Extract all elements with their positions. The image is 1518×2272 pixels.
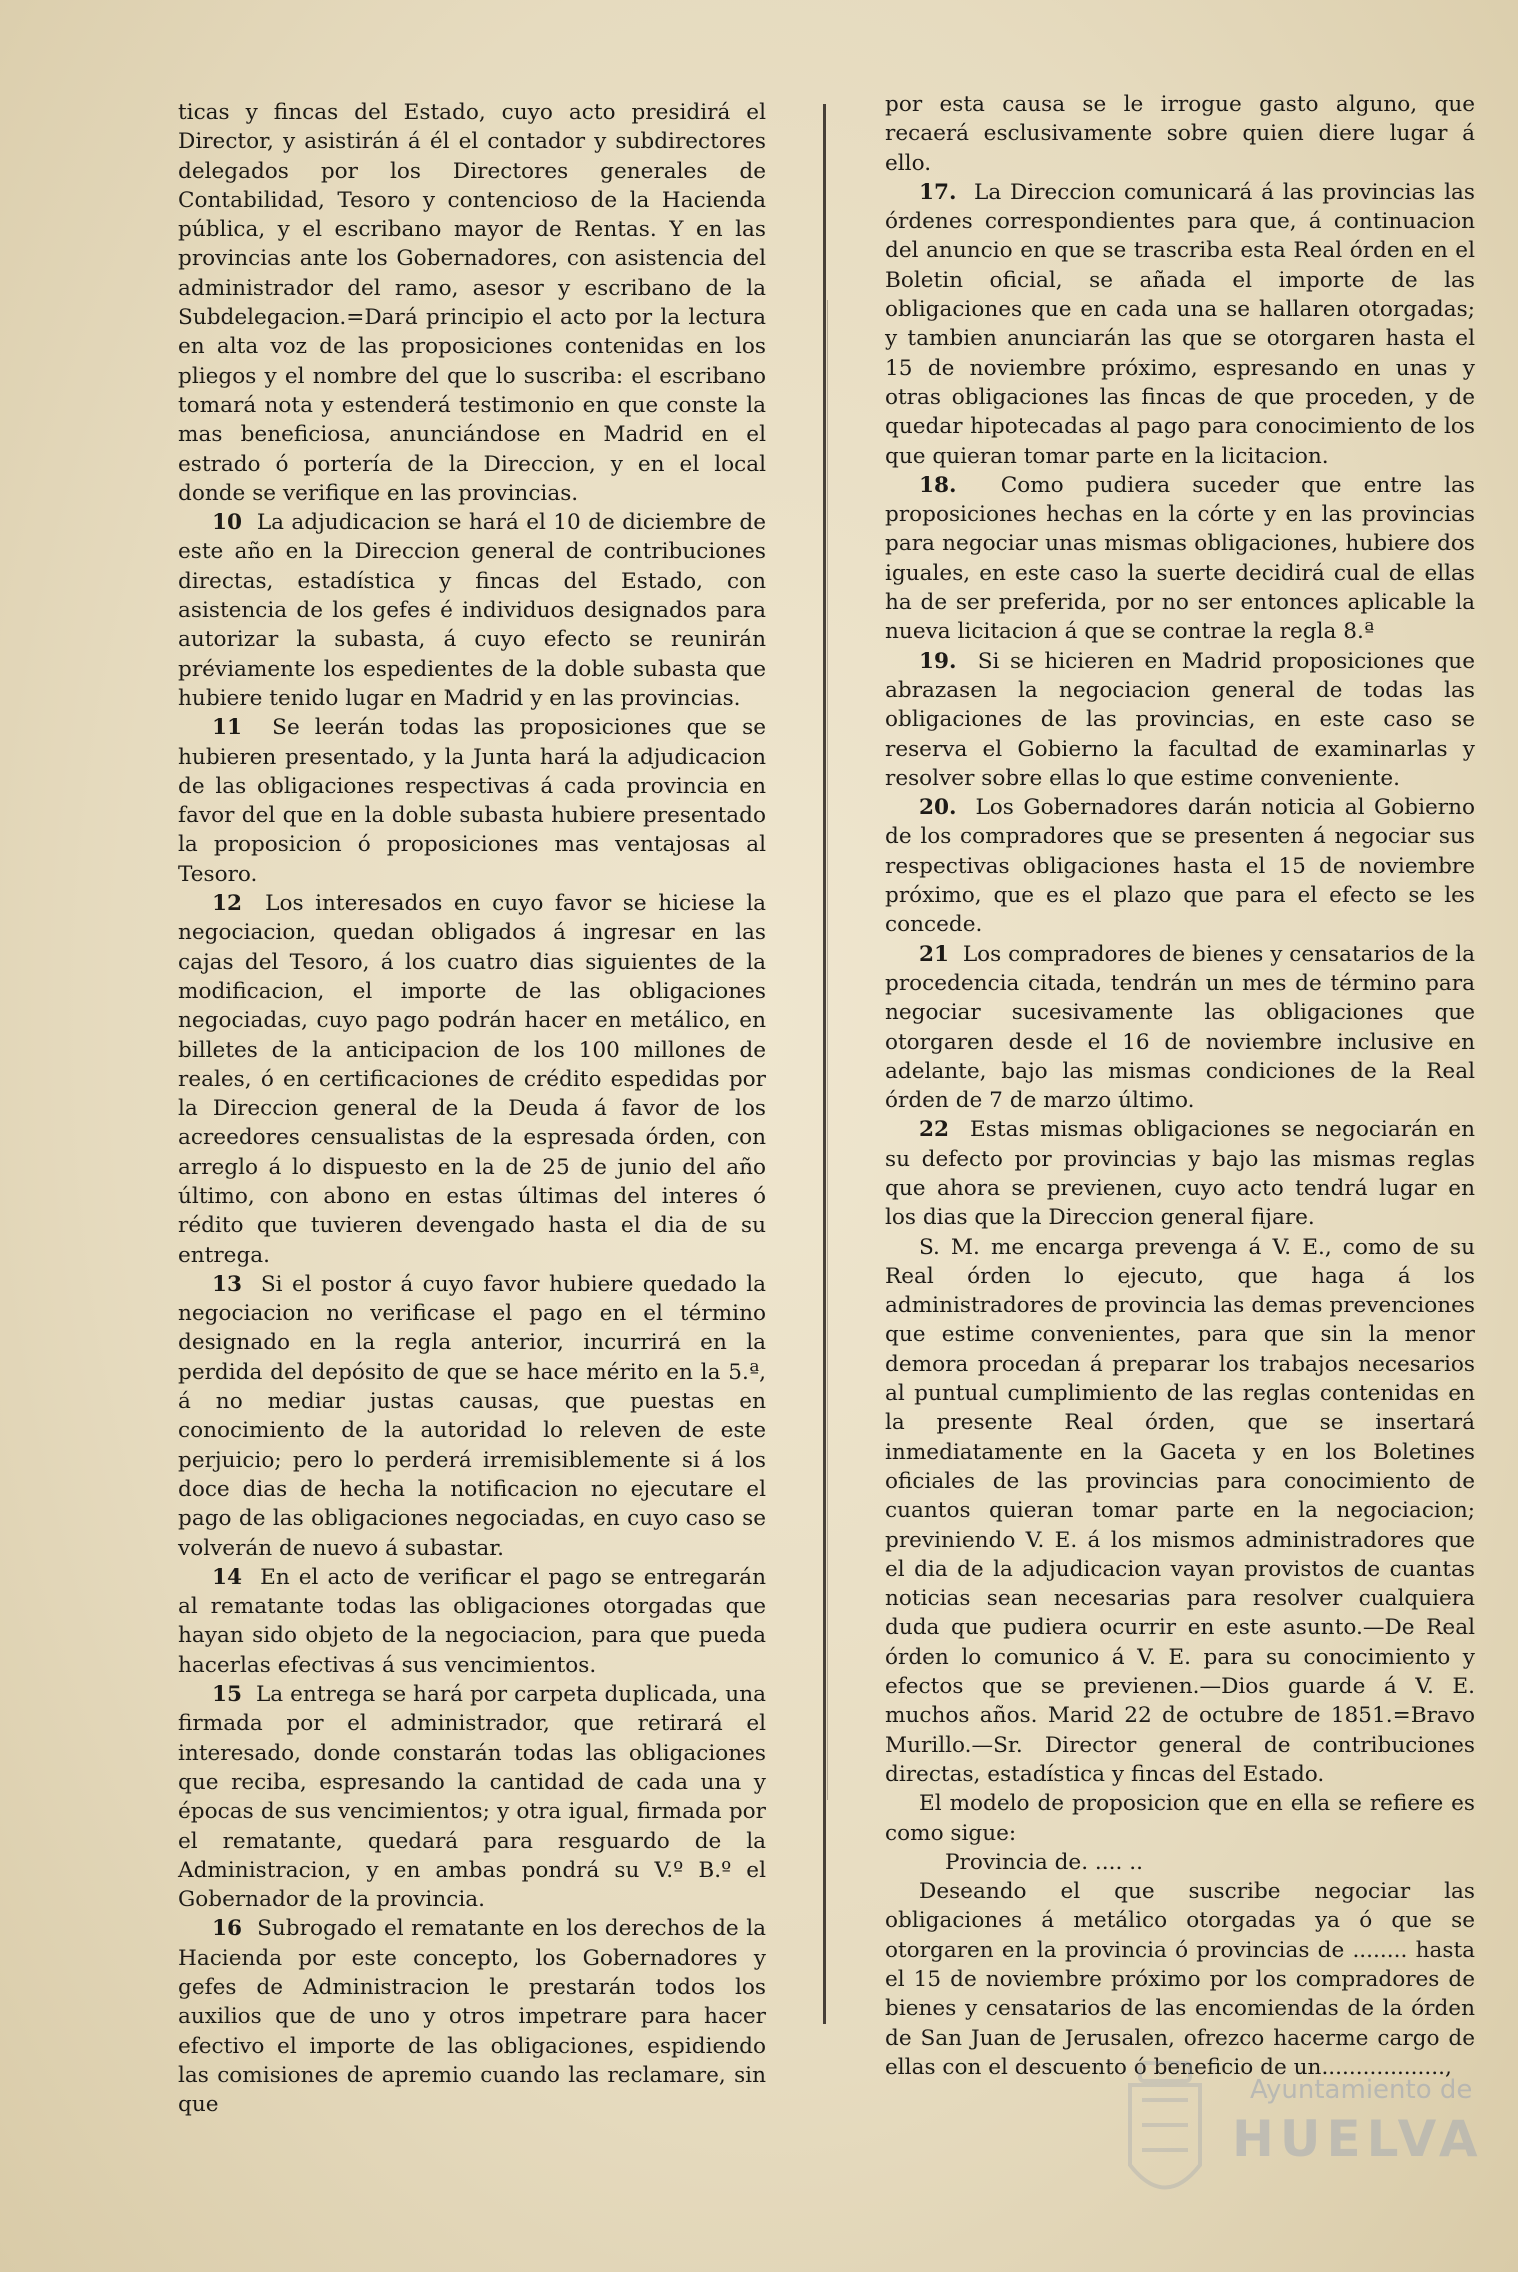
paragraph: 11 Se leerán todas las proposiciones que se hubieren presentado, y la Junta hará la adjudicacion de las obligaciones respectivas á cada provincia en favor del que en la doble subasta hubiere presentado la proposicion ó proposiciones mas ventajosas al Tesoro. [178,715,766,887]
paragraph: Deseando el que suscribe negociar las obligaciones á metálico otorgadas ya ó que se otorgaren en la provincia ó provincias de ........ hasta el 15 de noviembre próximo por los compradores de bienes y censatarios de las encomiendas de la órden de San Juan de Jerusalen, ofrezco hacerme cargo de ellas con el descuento ó beneficio de un.................., [885,1879,1475,2080]
paragraph: 12 Los interesados en cuyo favor se hiciese la negociacion, quedan obligados á ingresar en las cajas del Tesoro, á los cuatro dias siguientes de la modificacion, el importe de las obligaciones negociadas, cuyo pago podrán hacer en metálico, en billetes de la anticipacion de los 100 millones de reales, ó en certificaciones de crédito espedidas por la Direccion general de la Deuda á favor de los acreedores censualistas de la espresada órden, con arreglo á lo dispuesto en la de 25 de junio del año último, con abono en estas últimas del interes ó rédito que tuvieren devengado hasta el dia de su entrega. [178,891,766,1268]
paragraph: 17. La Direccion comunicará á las provincias las órdenes correspondientes para que, á continuacion del anuncio en que se trascriba esta Real órden en el Boletin oficial, se añada el importe de las obligaciones que en cada una se hallaren otorgadas; y tambien anunciarán las que se otorgaren hasta el 15 de noviembre próximo, espresando en unas y otras obligaciones las fincas de que proceden, y de quedar hipotecadas al pago para conocimiento de los que quieran tomar parte en la licitacion. [885,179,1476,469]
paragraph: El modelo de proposicion que en ella se refiere es como sigue: [885,1791,1475,1846]
paragraph: 19. Si se hicieren en Madrid proposiciones que abrazasen la negociacion general de todas las obligaciones de las provincias, en este caso se reserva el Gobierno la facultad de examinarlas y resolver sobre ellas lo que estime conveniente. [885,648,1475,791]
paragraph: 13 Si el postor á cuyo favor hubiere quedado la negociacion no verificase el pago en el término designado en la regla anterior, incurrirá en la perdida del depósito de que se hace mérito en la 5.ª, á no mediar justas causas, que puestas en conocimiento de la autoridad lo releven de este perjuicio; pero lo perderá irremisiblemente si á los doce dias de hecha la notificacion no ejecutare el pago de las obligaciones negociadas, en cuyo caso se volverán de nuevo á subastar. [178,1271,766,1561]
paragraph: S. M. me encarga prevenga á V. E., como de su Real órden lo ejecuto, que haga á los administradores de provincia las demas prevenciones que estime convenientes, para que sin la menor demora procedan á preparar los trabajos necesarios al puntual cumplimiento de las reglas contenidas en la presente Real órden, que se insertará inmediatamente en la Gaceta y en los Boletines oficiales de las provincias para conocimiento de cuantos quieran tomar parte en la negociacion; previniendo V. E. á los mismos administradores que el dia de la adjudicacion vayan provistos de cuantas noticias sean necesarias para resolver cualquiera duda que pudiera ocurrir en este asunto.—De Real órden lo comunico á V. E. para su conocimiento y efectos que se previenen.—Dios guarde á V. E. muchos años. Marid 22 de octubre de 1851.=Bravo Murillo.—Sr. Director general de contribuciones directas, estadística y fincas del Estado. [885,1234,1475,1787]
left-column [178,98,766,2119]
paragraph: 16 Subrogado el rematante en los derechos de la Hacienda por este concepto, los Gobernadores y gefes de Administracion le prestarán todos los auxilios que de uno y otros impetrare para hacer efectivo el importe de las obligaciones, espidiendo las comisiones de apremio cuando las reclamare, sin que [178,1916,767,2118]
right-column [885,90,1475,2082]
paragraph: por esta causa se le irrogue gasto alguno, que recaerá esclusivamente sobre quien diere lugar á ello. [885,92,1475,176]
paragraph: 15 La entrega se hará por carpeta duplicada, una firmada por el administrador, que retirará el interesado, donde constarán todas las obligaciones que reciba, espresando la cantidad de cada una y épocas de sus vencimientos; y otra igual, firmada por el rematante, quedará para resguardo de la Administracion, y en ambas pondrá su V.º B.º el Gobernador de la provincia. [178,1682,766,1913]
column-divider-shadow [827,300,828,1800]
watermark-line-1: Ayuntamiento de [1250,2075,1473,2105]
paragraph: 20. Los Gobernadores darán noticia al Gobierno de los compradores que se presenten á negociar sus respectivas obligaciones hasta el 15 de noviembre próximo, que es el plazo que para el efecto se les concede. [885,795,1475,938]
paragraph: 18. Como pudiera suceder que entre las proposiciones hechas en la córte y en las provincias para negociar unas mismas obligaciones, hubiere dos iguales, en este caso la suerte decidirá cual de ellas ha de ser preferida, por no ser entonces aplicable la nueva licitacion á que se contrae la regla 8.ª [885,472,1475,645]
watermark-line-2: HUELVA [1232,2110,1484,2168]
paragraph: 14 En el acto de verificar el pago se entregarán al rematante todas las obligaciones otorgadas que hayan sido objeto de la negociacion, para que pueda hacerlas efectivas á sus vencimientos. [178,1564,767,1678]
paragraph: 21 Los compradores de bienes y censatarios de la procedencia citada, tendrán un mes de término para negociar sucesivamente las obligaciones que otorgaren desde el 16 de noviembre inclusive en adelante, bajo las mismas condiciones de la Real órden de 7 de marzo último. [885,941,1475,1114]
paragraph: ticas y fincas del Estado, cuyo acto presidirá el Director, y asistirán á él el contador y subdirectores delegados por los Directores generales de Contabilidad, Tesoro y contencioso de la Hacienda pública, y el escribano mayor de Rentas. Y en las provincias ante los Gobernadores, con asistencia del administrador del ramo, asesor y escribano de la Subdelegacion.=Dará principio el acto por la lectura en alta voz de las proposiciones contenidas en los pliegos y el nombre del que lo suscriba: el escribano tomará nota y estenderá testimonio en que conste la mas beneficiosa, anunciándose en Madrid en el estrado ó portería de la Direccion, y en el local donde se verifique en las provincias. [178,100,766,506]
paragraph: 10 La adjudicacion se hará el 10 de diciembre de este año en la Direccion general de contribuciones directas, estadística y fincas del Estado, con asistencia de los gefes é individuos designados para autorizar la subasta, á cuyo efecto se reunirán préviamente los espedientes de la doble subasta que hubiere tenido lugar en Madrid y en las provincias. [178,510,766,711]
column-divider [823,104,826,2024]
form-heading: Provincia de. .... .. [945,1849,1143,1875]
paragraph: 22 Estas mismas obligaciones se negociarán en su defecto por provincias y bajo las mismas reglas que ahora se previenen, cuyo acto tendrá lugar en los dias que la Direccion general fijare. [885,1117,1475,1231]
